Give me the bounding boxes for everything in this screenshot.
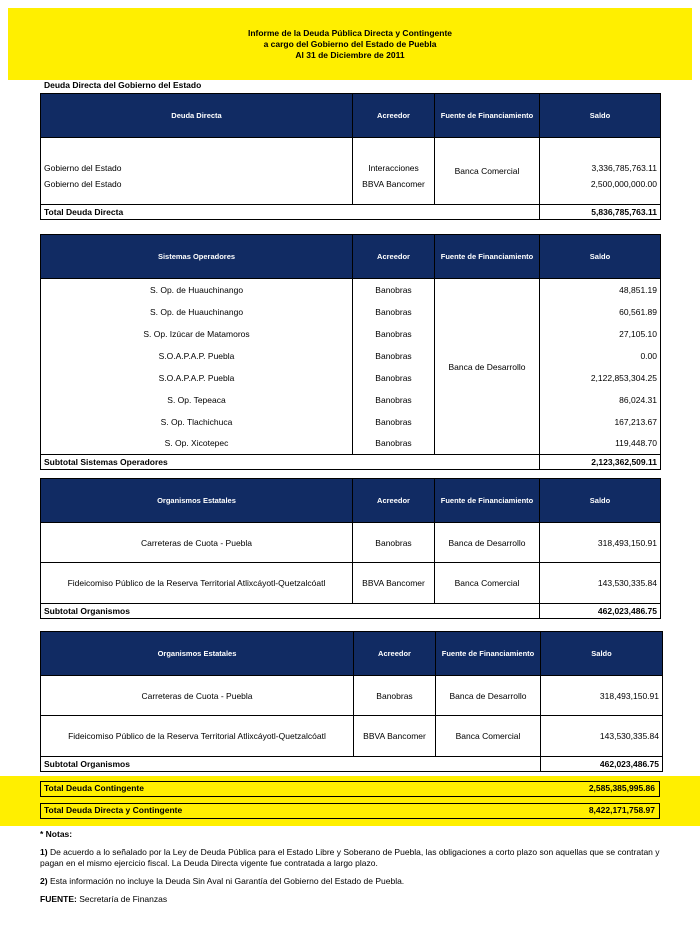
balance-header: Saldo (540, 94, 661, 138)
creditor-name: Banobras (353, 345, 435, 367)
funding-source-header: Fuente de Financiamiento (436, 632, 541, 676)
debtor-name: S. Op. de Huauchinango (41, 279, 353, 301)
balance-value: 27,105.10 (540, 323, 661, 345)
total-row (41, 757, 663, 772)
debtor-name: Gobierno del Estado (41, 179, 353, 205)
creditor-header: Acreedor (353, 94, 435, 138)
balance-value: 60,561.89 (540, 301, 661, 323)
balance-header: Saldo (540, 235, 661, 279)
table-row (41, 523, 661, 563)
debtor-name: Carreteras de Cuota - Puebla (41, 523, 353, 563)
creditor-name: Banobras (353, 433, 435, 455)
table-row (41, 345, 661, 367)
total-value: 2,123,362,509.11 (540, 455, 661, 470)
grand-total-box (40, 803, 660, 819)
funding-source: Banca de Desarrollo (436, 676, 541, 716)
funding-source-header: Fuente de Financiamiento (435, 235, 540, 279)
operator-systems-table (40, 234, 661, 470)
note-2-text: Esta información no incluye la Deuda Sin Aval ni Garantía del Gobierno del Estado de Puebla. (49, 876, 405, 886)
debtor-name: Gobierno del Estado (41, 138, 353, 179)
table-row (41, 367, 661, 389)
creditor-name: Banobras (353, 411, 435, 433)
state-agencies-header: Organismos Estatales (41, 632, 354, 676)
balance-value: 143,530,335.84 (541, 716, 663, 757)
grand-total-value: 8,422,171,758.97 (588, 805, 655, 815)
debtor-name: S. Op. Tlachichuca (41, 411, 353, 433)
state-agencies-table-repeat (40, 631, 663, 772)
funding-source: Banca Comercial (436, 716, 541, 757)
contingent-total-value: 2,585,385,995.86 (588, 783, 655, 793)
creditor-name: BBVA Bancomer (353, 179, 435, 205)
balance-value: 143,530,335.84 (540, 563, 661, 604)
balance-header: Saldo (541, 632, 663, 676)
balance-header: Saldo (540, 479, 661, 523)
creditor-name: Banobras (353, 323, 435, 345)
debtor-name: S. Op. Izúcar de Matamoros (41, 323, 353, 345)
balance-value: 3,336,785,763.11 (540, 138, 661, 179)
funding-source-header: Fuente de Financiamiento (435, 94, 540, 138)
direct-debt-header: Deuda Directa (41, 94, 353, 138)
total-label: Subtotal Organismos (41, 604, 540, 619)
debtor-name: Fideicomiso Público de la Reserva Territorial Atlixcáyotl-Quetzalcóatl (41, 716, 354, 757)
creditor-name: Banobras (353, 279, 435, 301)
funding-source: Banca de Desarrollo (435, 523, 540, 563)
debtor-name: S.O.A.P.A.P. Puebla (41, 367, 353, 389)
title-line-1: Informe de la Deuda Pública Directa y Contingente (247, 28, 453, 38)
contingent-total-label: Total Deuda Contingente (44, 783, 144, 793)
balance-value: 167,213.67 (540, 411, 661, 433)
note-1-text: De acuerdo a lo señalado por la Ley de Deuda Pública para el Estado Libre y Soberano de Puebla, las obligaciones a corto plazo son aquellas que se contratan y pagan en el mismo ejercicio fiscal. La Deuda Directa vigente fue contratada a largo plazo. (40, 847, 660, 868)
balance-value: 2,500,000,000.00 (540, 179, 661, 205)
balance-value: 48,851.19 (540, 279, 661, 301)
state-agencies-header: Organismos Estatales (41, 479, 353, 523)
debtor-name: S. Op. Xicotepec (41, 433, 353, 455)
table-row (41, 323, 661, 345)
total-row (41, 604, 661, 619)
balance-value: 86,024.31 (540, 389, 661, 411)
note-1-number: 1) (40, 847, 48, 857)
creditor-name: Interacciones (353, 138, 435, 179)
total-value: 462,023,486.75 (540, 604, 661, 619)
table-row (41, 411, 661, 433)
notes-heading: * Notas: (40, 829, 73, 839)
contingent-total-box (40, 781, 660, 797)
total-value: 5,836,785,763.11 (540, 205, 661, 220)
total-label: Subtotal Organismos (41, 757, 541, 772)
balance-value: 2,122,853,304.25 (540, 367, 661, 389)
total-label: Subtotal Sistemas Operadores (41, 455, 540, 470)
table-row (41, 563, 661, 604)
notes-section (40, 829, 660, 912)
total-label: Total Deuda Directa (41, 205, 540, 220)
funding-source-header: Fuente de Financiamiento (435, 479, 540, 523)
total-value: 462,023,486.75 (541, 757, 663, 772)
table-row (41, 279, 661, 301)
creditor-name: Banobras (353, 523, 435, 563)
balance-value: 318,493,150.91 (541, 676, 663, 716)
title-line-2: a cargo del Gobierno del Estado de Puebla (263, 39, 437, 49)
total-row (41, 455, 661, 470)
creditor-header: Acreedor (353, 235, 435, 279)
balance-value: 318,493,150.91 (540, 523, 661, 563)
creditor-header: Acreedor (354, 632, 436, 676)
funding-source: Banca de Desarrollo (435, 279, 540, 455)
section-subheading: Deuda Directa del Gobierno del Estado (44, 80, 202, 90)
table-row (41, 389, 661, 411)
title-line-3: Al 31 de Diciembre de 2011 (295, 50, 405, 60)
source-label: FUENTE: (40, 894, 77, 904)
table-row (41, 716, 663, 757)
debtor-name: S. Op. de Huauchinango (41, 301, 353, 323)
direct-debt-table (40, 93, 661, 220)
note-1 (40, 847, 660, 869)
creditor-name: Banobras (353, 367, 435, 389)
debtor-name: S. Op. Tepeaca (41, 389, 353, 411)
creditor-name: Banobras (353, 301, 435, 323)
note-2 (40, 876, 660, 887)
table-row (41, 179, 661, 205)
table-row (41, 301, 661, 323)
source-text: Secretaría de Finanzas (79, 894, 168, 904)
report-title-banner (8, 8, 692, 80)
creditor-header: Acreedor (353, 479, 435, 523)
table-row (41, 433, 661, 455)
balance-value: 0.00 (540, 345, 661, 367)
debtor-name: S.O.A.P.A.P. Puebla (41, 345, 353, 367)
funding-source: Banca Comercial (435, 563, 540, 604)
debtor-name: Carreteras de Cuota - Puebla (41, 676, 354, 716)
creditor-name: Banobras (353, 389, 435, 411)
operator-systems-header: Sistemas Operadores (41, 235, 353, 279)
grand-total-label: Total Deuda Directa y Contingente (44, 805, 183, 815)
source-line (40, 894, 660, 905)
note-2-number: 2) (40, 876, 48, 886)
state-agencies-table (40, 478, 661, 619)
balance-value: 119,448.70 (540, 433, 661, 455)
creditor-name: BBVA Bancomer (353, 563, 435, 604)
table-row (41, 138, 661, 179)
total-row (41, 205, 661, 220)
table-row (41, 676, 663, 716)
creditor-name: Banobras (354, 676, 436, 716)
debtor-name: Fideicomiso Público de la Reserva Territorial Atlixcáyotl-Quetzalcóatl (41, 563, 353, 604)
creditor-name: BBVA Bancomer (354, 716, 436, 757)
funding-source: Banca Comercial (435, 138, 540, 205)
